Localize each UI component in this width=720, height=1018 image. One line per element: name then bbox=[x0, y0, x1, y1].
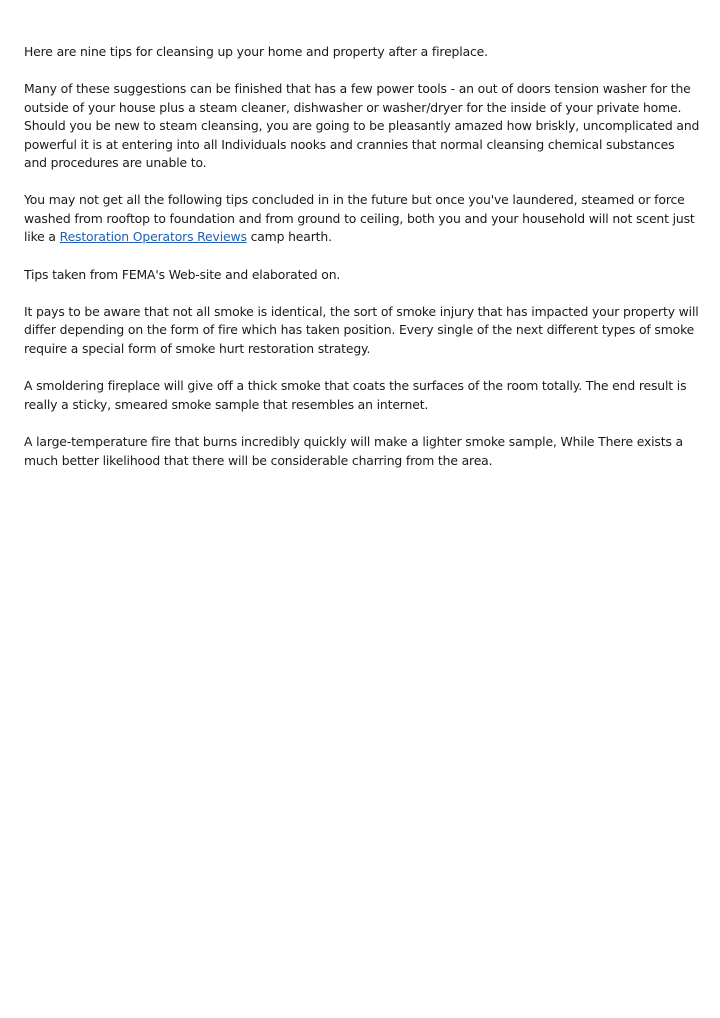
paragraph-laundered bbox=[24, 191, 700, 246]
paragraph-fema-tips: Tips taken from FEMA's Web-site and elaborated on. bbox=[24, 266, 341, 282]
restoration-operators-reviews-link[interactable]: Restoration Operators Reviews bbox=[59, 229, 247, 245]
paragraph-smoldering-fire: A smoldering fireplace will give off a thick smoke that coats the surfaces of the room totally. The end result is really a sticky, smeared smoke sample that resembles an internet. bbox=[24, 378, 687, 412]
paragraph-intro: Here are nine tips for cleansing up your home and property after a fireplace. bbox=[24, 44, 488, 59]
paragraph-power-tools: Many of these suggestions can be finished that has a few power tools - an out of doors tension washer for the outside of your house plus a steam cleaner, dishwasher or washer/dryer for the inside of your private home. Should you be new to steam cleansing, you are going to be pleasantly amazed how briskly, uncomplicated and powerful it is at entering into all Individuals nooks and crannies that normal cleansing chemical substances and procedures are unable to. bbox=[24, 81, 700, 171]
paragraph-smoke-types: It pays to be aware that not all smoke is identical, the sort of smoke injury that has impacted your property will differ depending on the form of fire which has taken position. Every single of the next different types of smoke require a special form of smoke hurt restoration strategy. bbox=[24, 304, 699, 356]
paragraph-laundered-text-end: camp hearth. bbox=[246, 229, 332, 245]
paragraph-laundered-text-start: You may not get all the following tips concluded in in the future but once you've laundered, steamed or force washed from rooftop to foundation and from ground to ceiling, both you and your household will not scent just like a bbox=[24, 192, 695, 245]
paragraph-high-temperature-fire: A large-temperature fire that burns incredibly quickly will make a lighter smoke sample, While There exists a much better likelihood that there will be considerable charring from the area. bbox=[24, 434, 683, 468]
document-body bbox=[24, 43, 700, 489]
